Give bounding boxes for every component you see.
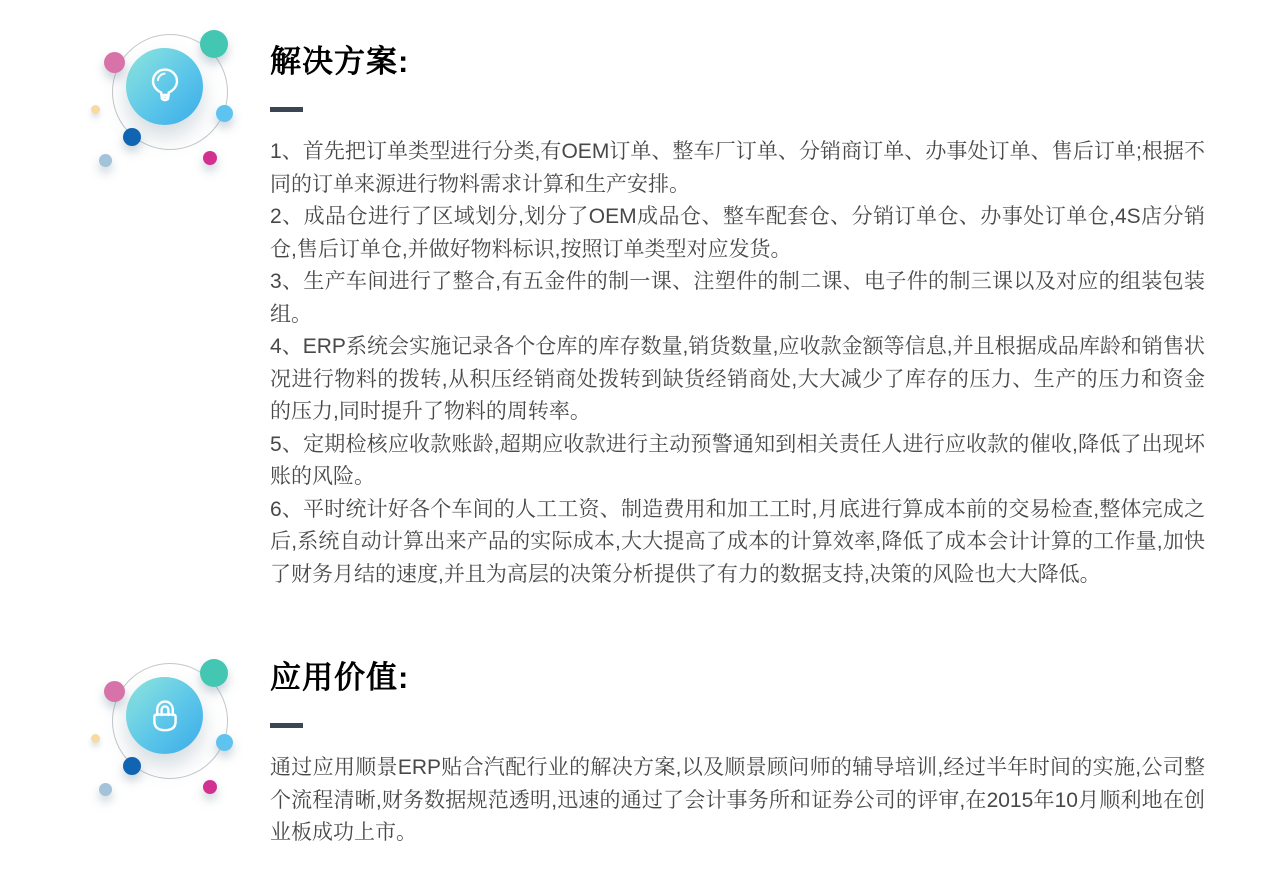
darkblue-dot [123, 757, 141, 775]
solution-section [270, 40, 1205, 591]
paragraph-line: 1、首先把订单类型进行分类,有OEM订单、整车厂订单、分销商订单、办事处订单、售后订单;根据不同的订单来源进行物料需求计算和生产安排。 [270, 140, 1205, 196]
paragraph-line: 3、生产车间进行了整合,有五金件的制一课、注塑件的制二课、电子件的制三课以及对应的组装包装组。 [270, 270, 1205, 326]
lightbulb-icon [143, 65, 187, 109]
paragraph-line: 通过应用顺景ERP贴合汽配行业的解决方案,以及顺景顾问师的辅导培训,经过半年时间的实施,公司整个流程清晰,财务数据规范透明,迅速的通过了会计事务所和证券公司的评审,在2015年10月顺利地在创业板成功上市。 [270, 756, 1205, 844]
pink-dot [104, 681, 125, 702]
value-title: 应用价值: [270, 660, 410, 695]
magenta-dot [203, 151, 217, 165]
cream-dot [91, 105, 100, 114]
teal-dot [200, 30, 228, 58]
lightblue-dot [216, 734, 233, 751]
title-underline [270, 723, 303, 728]
bluegray-dot [99, 783, 112, 796]
cream-dot [91, 734, 100, 743]
magenta-dot [203, 780, 217, 794]
value-icon-badge [90, 649, 240, 799]
darkblue-dot [123, 128, 141, 146]
value-body [270, 752, 1205, 850]
bluegray-dot [99, 154, 112, 167]
pink-dot [104, 52, 125, 73]
solution-body [270, 136, 1205, 591]
value-section [270, 656, 1205, 850]
paragraph-line: 2、成品仓进行了区域划分,划分了OEM成品仓、整车配套仓、分销订单仓、办事处订单仓,4S店分销仓,售后订单仓,并做好物料标识,按照订单类型对应发货。 [270, 205, 1205, 261]
solution-title: 解决方案: [270, 44, 410, 79]
solution-icon-badge [90, 20, 240, 170]
paragraph-line: 5、定期检核应收款账龄,超期应收款进行主动预警通知到相关责任人进行应收款的催收,降低了出现坏账的风险。 [270, 432, 1205, 488]
paragraph-line: 6、平时统计好各个车间的人工工资、制造费用和加工工时,月底进行算成本前的交易检查,整体完成之后,系统自动计算出来产品的实际成本,大大提高了成本的计算效率,降低了成本会计计算的工作量,加快了财务月结的速度,并且为高层的决策分析提供了有力的数据支持,决策的风险也大大降低。 [270, 497, 1205, 586]
lock-icon [143, 694, 187, 738]
lightblue-dot [216, 105, 233, 122]
teal-dot [200, 659, 228, 687]
icon-circle [126, 677, 203, 754]
icon-circle [126, 48, 203, 125]
title-underline [270, 107, 303, 112]
paragraph-line: 4、ERP系统会实施记录各个仓库的库存数量,销货数量,应收款金额等信息,并且根据成品库龄和销售状况进行物料的拨转,从积压经销商处拨转到缺货经销商处,大大减少了库存的压力、生产的压力和资金的压力,同时提升了物料的周转率。 [270, 335, 1205, 423]
